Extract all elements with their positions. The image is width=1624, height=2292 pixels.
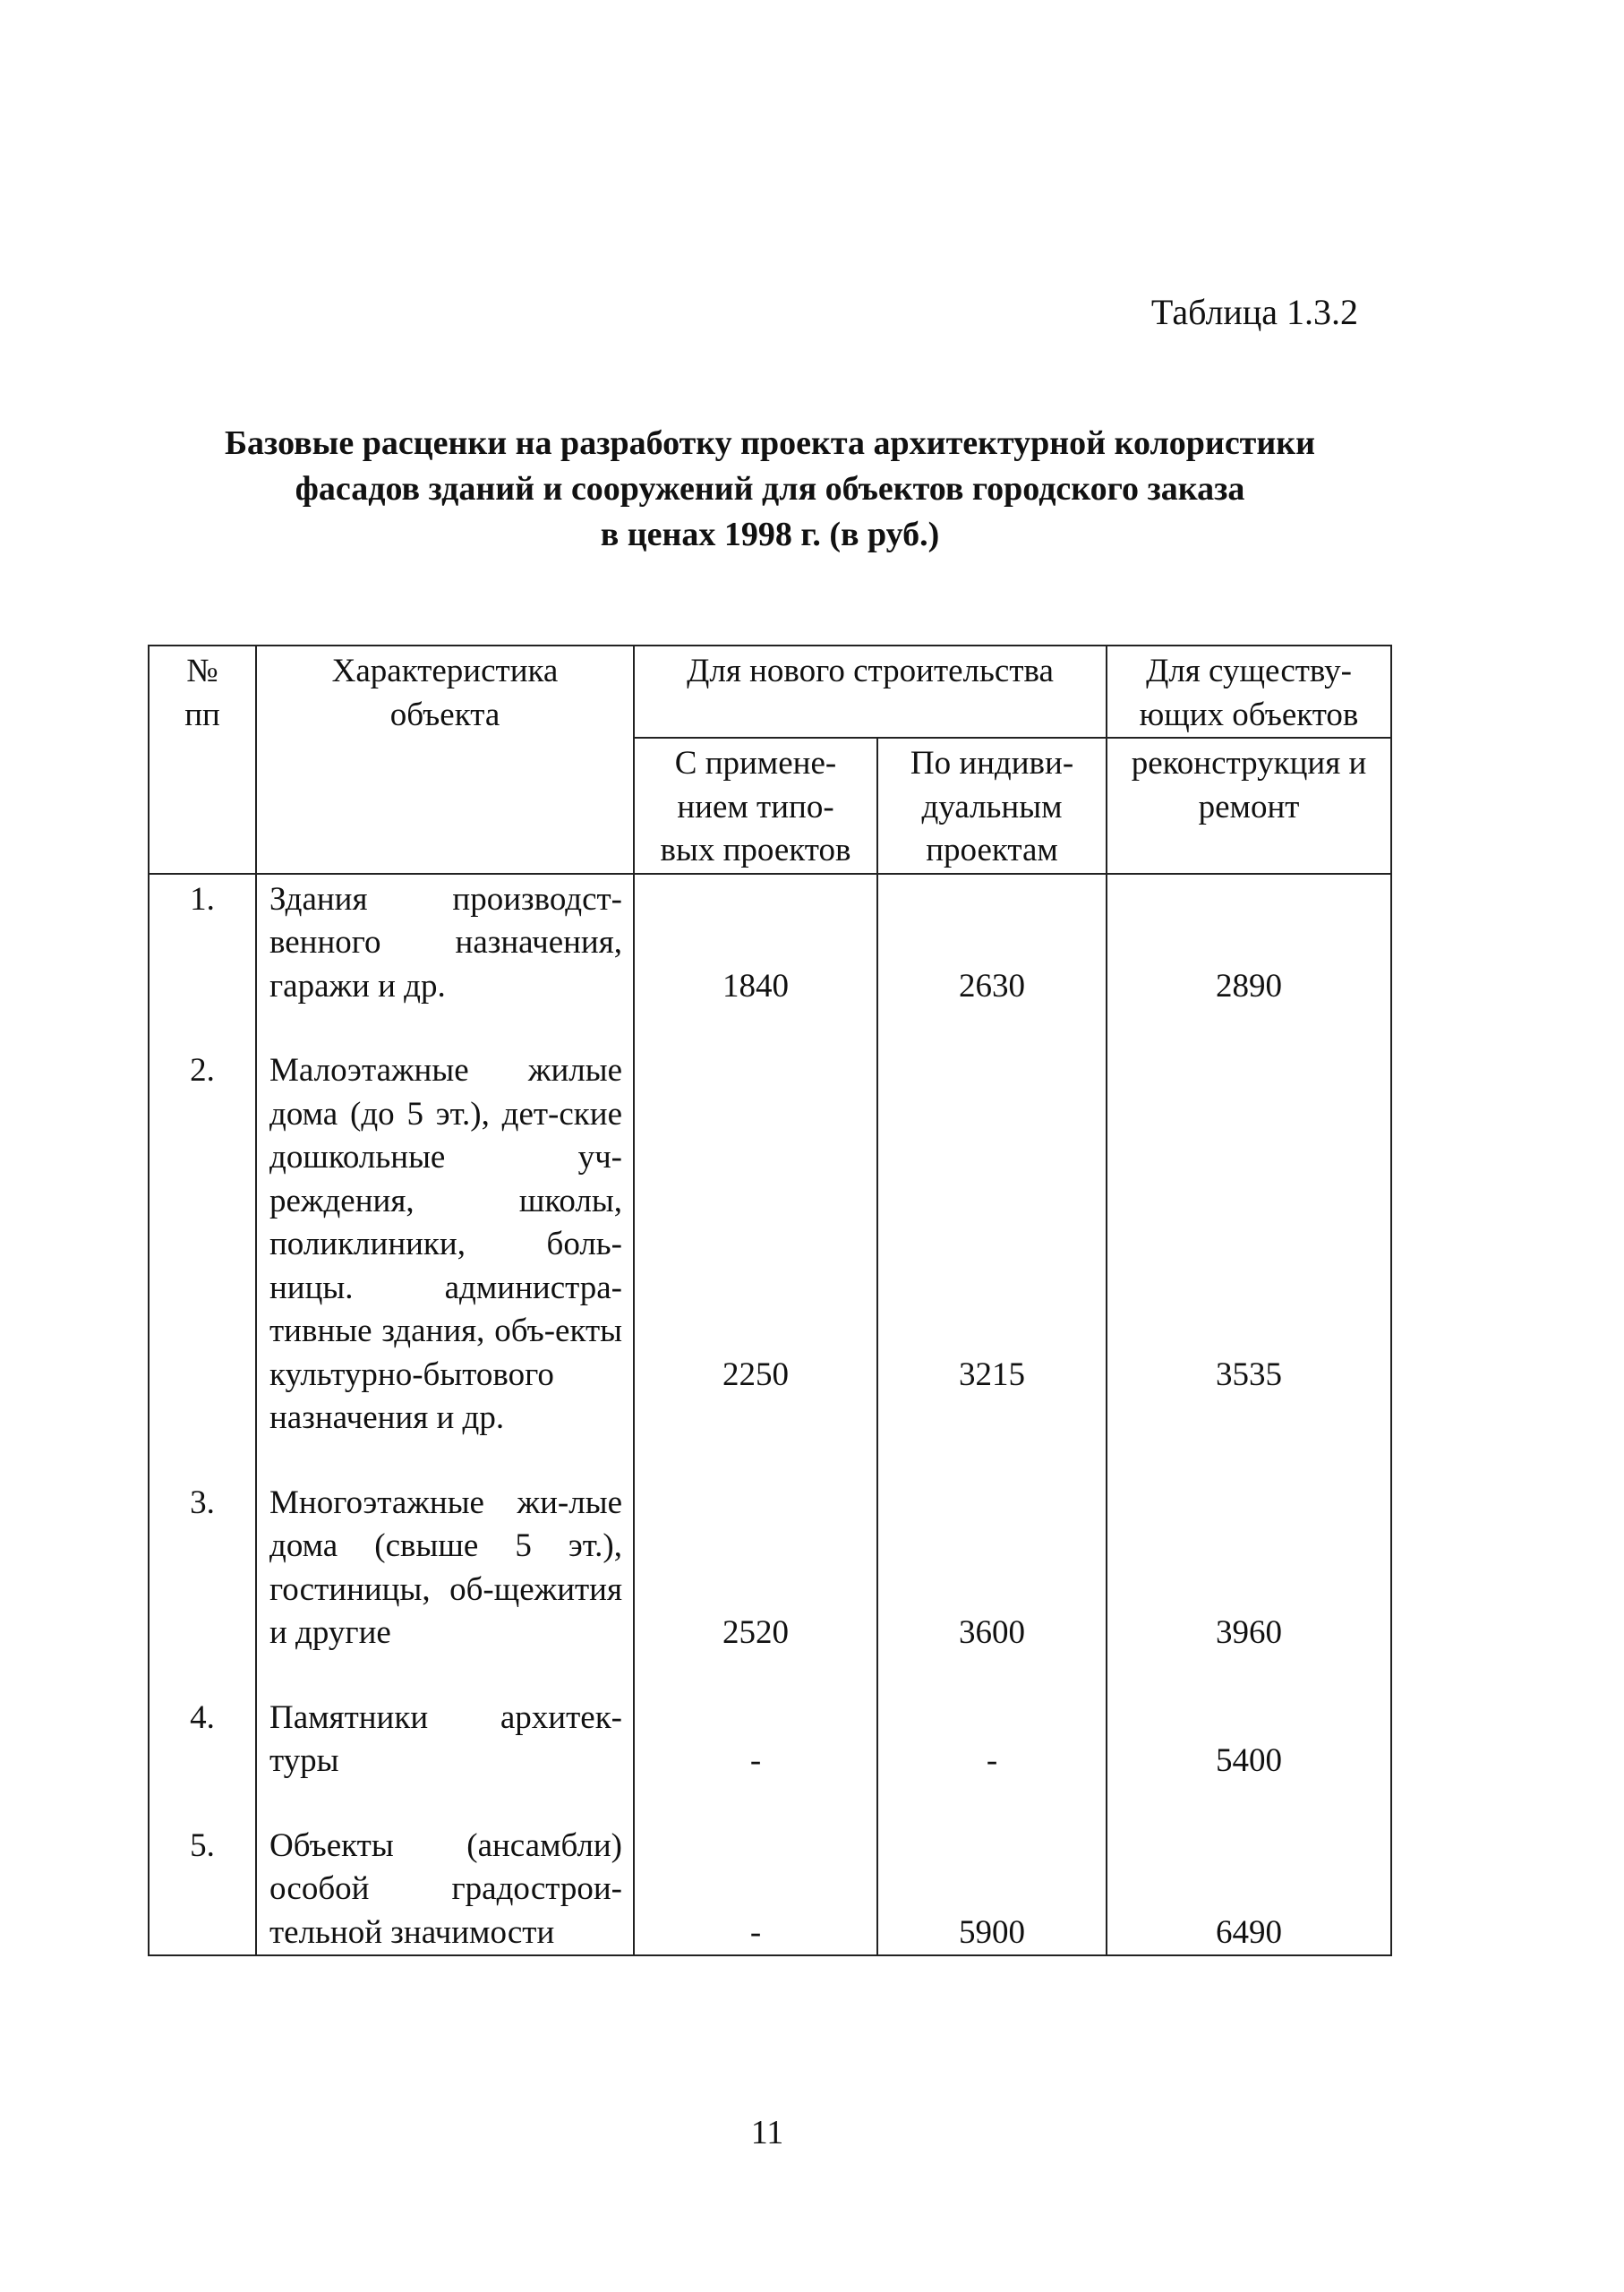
table-row bbox=[149, 1693, 1391, 1783]
row-typical-price: - bbox=[634, 1821, 877, 1956]
table-title bbox=[143, 421, 1397, 558]
row-number: 3. bbox=[149, 1478, 256, 1655]
row-existing-price: 5400 bbox=[1107, 1693, 1391, 1783]
row-existing-price: 3535 bbox=[1107, 1046, 1391, 1441]
header-typical-projects: С примене-нием типо-вых проектов bbox=[634, 738, 877, 874]
page-number: 11 bbox=[750, 2114, 784, 2151]
table-row bbox=[149, 874, 1391, 1009]
row-spacer bbox=[149, 1008, 1391, 1046]
row-typical-price: - bbox=[634, 1693, 877, 1783]
table-title-line: в ценах 1998 г. (в руб.) bbox=[600, 516, 940, 553]
row-number: 2. bbox=[149, 1046, 256, 1441]
row-individual-price: 3600 bbox=[877, 1478, 1107, 1655]
table-number: Таблица 1.3.2 bbox=[1150, 292, 1358, 332]
row-spacer bbox=[149, 1783, 1391, 1821]
row-number: 5. bbox=[149, 1821, 256, 1956]
row-characteristic: Многоэтажные жи-лые дома (свыше 5 эт.), гостиницы, об-щежития и другие bbox=[256, 1478, 634, 1655]
header-characteristic: Характеристика объекта bbox=[256, 646, 634, 874]
row-spacer bbox=[149, 1655, 1391, 1693]
table-title-line: фасадов зданий и сооружений для объектов городского заказа bbox=[295, 470, 1245, 508]
row-number: 4. bbox=[149, 1693, 256, 1783]
row-number: 1. bbox=[149, 874, 256, 1009]
table-title-line: Базовые расценки на разработку проекта архитектурной колористики bbox=[224, 424, 1316, 462]
table-row bbox=[149, 1478, 1391, 1655]
row-existing-price: 3960 bbox=[1107, 1478, 1391, 1655]
header-num: № пп bbox=[149, 646, 256, 874]
table-row bbox=[149, 1046, 1391, 1441]
row-individual-price: 5900 bbox=[877, 1821, 1107, 1956]
table-row bbox=[149, 1821, 1391, 1956]
row-characteristic: Памятники архитек-туры bbox=[256, 1693, 634, 1783]
row-typical-price: 2520 bbox=[634, 1478, 877, 1655]
row-typical-price: 1840 bbox=[634, 874, 877, 1009]
header-existing: Для существу-ющих объектов bbox=[1107, 646, 1391, 738]
row-characteristic: Здания производст-венного назначения, гаражи и др. bbox=[256, 874, 634, 1009]
row-characteristic: Объекты (ансамбли) особой градострои-тельной значимости bbox=[256, 1821, 634, 1956]
row-individual-price: 3215 bbox=[877, 1046, 1107, 1441]
row-existing-price: 6490 bbox=[1107, 1821, 1391, 1956]
row-existing-price: 2890 bbox=[1107, 874, 1391, 1009]
header-individual-projects: По индиви-дуальным проектам bbox=[877, 738, 1107, 874]
header-reconstruction: реконструкция и ремонт bbox=[1107, 738, 1391, 874]
row-individual-price: 2630 bbox=[877, 874, 1107, 1009]
row-typical-price: 2250 bbox=[634, 1046, 877, 1441]
row-spacer bbox=[149, 1441, 1391, 1478]
table-header-row bbox=[149, 646, 1391, 738]
row-characteristic: Малоэтажные жилые дома (до 5 эт.), дет-ские дошкольные уч-реждения, школы, поликлиники, боль-ницы. администра-тивные здания, объ-екты культурно-бытового назначения и др. bbox=[256, 1046, 634, 1441]
rates-table bbox=[148, 645, 1392, 1956]
row-individual-price: - bbox=[877, 1693, 1107, 1783]
header-new-construction: Для нового строительства bbox=[634, 646, 1107, 738]
